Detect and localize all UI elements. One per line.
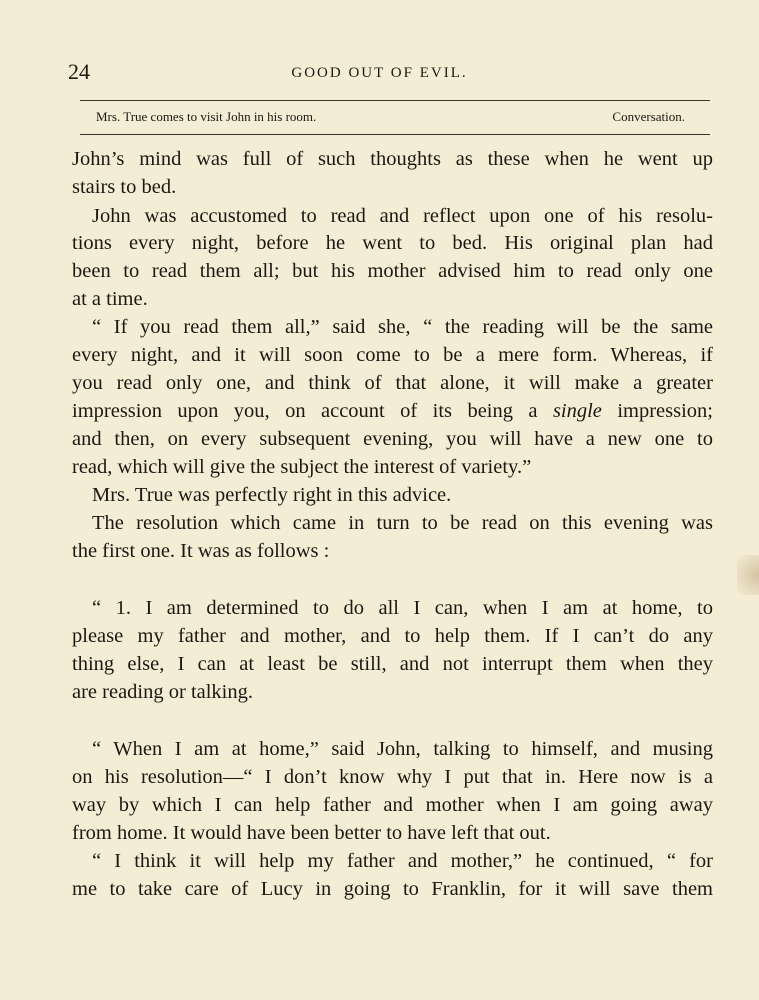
subhead-right: Conversation. [612,109,685,124]
text-line: tions every night, before he went to bed. His original plan had [72,232,713,254]
text-line: thing else, I can at least be still, and not interrupt them when they [72,653,713,675]
running-title: GOOD OUT OF EVIL. [291,65,468,81]
text-line: on his resolution—“ I don’t know why I put that in. Here now is a [72,766,713,788]
text-segment: impression upon you, on account of its being a [72,400,538,422]
text-line: been to read them all; but his mother advised him to read only one [72,260,713,282]
text-line: from home. It would have been better to have left that out. [72,822,551,844]
top-rule [80,100,710,101]
text-line: John was accustomed to read and reflect upon one of his resolu- [92,205,713,227]
text-line: John’s mind was full of such thoughts as these when he went up [72,148,713,170]
text-line [72,397,713,425]
text-line: at a time. [72,288,148,310]
text-line: read, which will give the subject the interest of variety.” [72,456,532,478]
text-line: every night, and it will soon come to be a mere form. Whereas, if [72,344,713,366]
text-line: and then, on every subsequent evening, you will have a new one to [72,428,713,450]
page-stain [737,555,759,595]
text-line: “ When I am at home,” said John, talking to himself, and musing [92,738,713,760]
bottom-rule [80,134,710,135]
text-line: The resolution which came in turn to be read on this evening was [92,512,713,534]
text-line: way by which I can help father and mother when I am going away [72,794,713,816]
text-line: “ 1. I am determined to do all I can, when I am at home, to [92,597,713,619]
text-line: the first one. It was as follows : [72,540,330,562]
text-line: Mrs. True was perfectly right in this advice. [92,484,452,506]
text-line: “ I think it will help my father and mother,” he continued, “ for [92,850,713,872]
text-line: you read only one, and think of that alone, it will make a greater [72,372,713,394]
text-line: me to take care of Lucy in going to Franklin, for it will save them [72,878,713,900]
text-segment: impression; [617,400,713,422]
italic-word: single [552,400,602,422]
page-number: 24 [68,59,90,84]
subhead-left: Mrs. True comes to visit John in his room. [96,109,317,124]
text-line: stairs to bed. [72,176,177,198]
text-line: please my father and mother, and to help them. If I can’t do any [72,625,713,647]
text-line: are reading or talking. [72,681,254,703]
text-line: “ If you read them all,” said she, “ the reading will be the same [92,316,713,338]
